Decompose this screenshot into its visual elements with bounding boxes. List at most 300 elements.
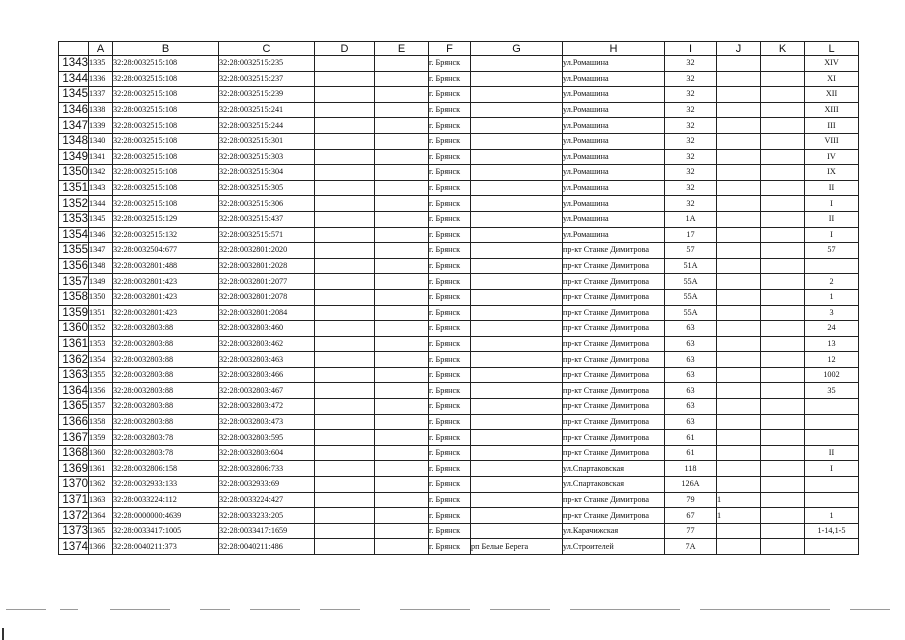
row-number[interactable]: 1345 (59, 87, 89, 103)
cell-h[interactable]: пр-кт Станке Димитрова (563, 289, 665, 305)
cell-g[interactable] (471, 492, 563, 508)
cell-b[interactable]: 32:28:0032515:108 (113, 165, 219, 181)
cell-b[interactable]: 32:28:0032515:108 (113, 118, 219, 134)
cell-g[interactable] (471, 367, 563, 383)
cell-h[interactable]: пр-кт Станке Димитрова (563, 352, 665, 368)
cell-e[interactable] (375, 523, 429, 539)
cell-e[interactable] (375, 102, 429, 118)
cell-i[interactable]: 1А (665, 211, 717, 227)
cell-i[interactable]: 51А (665, 258, 717, 274)
cell-h[interactable]: пр-кт Станке Димитрова (563, 399, 665, 415)
cell-d[interactable] (315, 523, 375, 539)
cell-d[interactable] (315, 430, 375, 446)
cell-i[interactable]: 32 (665, 71, 717, 87)
cell-l[interactable]: XI (805, 71, 859, 87)
cell-h[interactable]: ул.Ромашина (563, 102, 665, 118)
cell-l[interactable]: 35 (805, 383, 859, 399)
cell-j[interactable] (717, 118, 761, 134)
cell-f[interactable]: г. Брянск (429, 149, 471, 165)
cell-c[interactable]: 32:28:0032515:239 (219, 87, 315, 103)
row-number[interactable]: 1361 (59, 336, 89, 352)
cell-h[interactable]: пр-кт Станке Димитрова (563, 383, 665, 399)
cell-i[interactable]: 32 (665, 118, 717, 134)
cell-c[interactable]: 32:28:0032515:437 (219, 211, 315, 227)
cell-c[interactable]: 32:28:0040211:486 (219, 539, 315, 555)
cell-h[interactable]: ул.Ромашина (563, 56, 665, 72)
cell-k[interactable] (761, 445, 805, 461)
cell-k[interactable] (761, 492, 805, 508)
cell-k[interactable] (761, 87, 805, 103)
cell-f[interactable]: г. Брянск (429, 133, 471, 149)
cell-h[interactable]: ул.Ромашина (563, 165, 665, 181)
cell-d[interactable] (315, 539, 375, 555)
cell-i[interactable]: 32 (665, 102, 717, 118)
cell-c[interactable]: 32:28:0032801:2020 (219, 243, 315, 259)
cell-e[interactable] (375, 367, 429, 383)
cell-e[interactable] (375, 274, 429, 290)
row-number[interactable]: 1371 (59, 492, 89, 508)
cell-j[interactable] (717, 523, 761, 539)
cell-e[interactable] (375, 71, 429, 87)
cell-c[interactable]: 32:28:0032515:301 (219, 133, 315, 149)
cell-b[interactable]: 32:28:0032801:423 (113, 305, 219, 321)
cell-g[interactable] (471, 102, 563, 118)
cell-j[interactable] (717, 211, 761, 227)
cell-k[interactable] (761, 305, 805, 321)
cell-b[interactable]: 32:28:0032515:132 (113, 227, 219, 243)
cell-g[interactable] (471, 258, 563, 274)
row-number[interactable]: 1365 (59, 399, 89, 415)
cell-c[interactable]: 32:28:0033224:427 (219, 492, 315, 508)
row-number[interactable]: 1362 (59, 352, 89, 368)
cell-i[interactable]: 118 (665, 461, 717, 477)
cell-g[interactable] (471, 274, 563, 290)
cell-d[interactable] (315, 336, 375, 352)
cell-b[interactable]: 32:28:0032803:88 (113, 367, 219, 383)
cell-c[interactable]: 32:28:0032803:473 (219, 414, 315, 430)
cell-a[interactable]: 1359 (89, 430, 113, 446)
cell-c[interactable]: 32:28:0032803:604 (219, 445, 315, 461)
column-header-j[interactable]: J (717, 42, 761, 56)
cell-j[interactable] (717, 539, 761, 555)
cell-j[interactable] (717, 445, 761, 461)
cell-k[interactable] (761, 133, 805, 149)
cell-b[interactable]: 32:28:0032806:158 (113, 461, 219, 477)
cell-h[interactable]: ул.Спартаковская (563, 477, 665, 493)
cell-e[interactable] (375, 196, 429, 212)
cell-h[interactable]: пр-кт Станке Димитрова (563, 336, 665, 352)
cell-g[interactable] (471, 399, 563, 415)
cell-c[interactable]: 32:28:0032803:472 (219, 399, 315, 415)
cell-b[interactable]: 32:28:0032803:88 (113, 399, 219, 415)
cell-h[interactable]: ул.Ромашина (563, 133, 665, 149)
row-number[interactable]: 1373 (59, 523, 89, 539)
cell-f[interactable]: г. Брянск (429, 118, 471, 134)
cell-k[interactable] (761, 508, 805, 524)
cell-g[interactable] (471, 56, 563, 72)
cell-i[interactable]: 32 (665, 56, 717, 72)
cell-d[interactable] (315, 71, 375, 87)
cell-j[interactable] (717, 87, 761, 103)
cell-d[interactable] (315, 165, 375, 181)
cell-l[interactable]: II (805, 445, 859, 461)
cell-a[interactable]: 1357 (89, 399, 113, 415)
cell-j[interactable]: 1 (717, 508, 761, 524)
cell-g[interactable] (471, 180, 563, 196)
cell-a[interactable]: 1337 (89, 87, 113, 103)
cell-f[interactable]: г. Брянск (429, 211, 471, 227)
cell-l[interactable]: IV (805, 149, 859, 165)
row-number[interactable]: 1352 (59, 196, 89, 212)
cell-i[interactable]: 61 (665, 445, 717, 461)
cell-l[interactable]: 13 (805, 336, 859, 352)
cell-g[interactable] (471, 352, 563, 368)
cell-k[interactable] (761, 399, 805, 415)
cell-k[interactable] (761, 71, 805, 87)
cell-b[interactable]: 32:28:0032515:108 (113, 102, 219, 118)
cell-h[interactable]: пр-кт Станке Димитрова (563, 430, 665, 446)
column-header-a[interactable]: A (89, 42, 113, 56)
cell-c[interactable]: 32:28:0032803:462 (219, 336, 315, 352)
cell-d[interactable] (315, 87, 375, 103)
cell-e[interactable] (375, 87, 429, 103)
cell-e[interactable] (375, 445, 429, 461)
cell-j[interactable] (717, 430, 761, 446)
cell-b[interactable]: 32:28:0032803:88 (113, 414, 219, 430)
cell-h[interactable]: пр-кт Станке Димитрова (563, 414, 665, 430)
cell-l[interactable]: 3 (805, 305, 859, 321)
cell-c[interactable]: 32:28:0032515:303 (219, 149, 315, 165)
cell-k[interactable] (761, 180, 805, 196)
cell-j[interactable] (717, 336, 761, 352)
cell-e[interactable] (375, 508, 429, 524)
cell-a[interactable]: 1349 (89, 274, 113, 290)
row-number[interactable]: 1363 (59, 367, 89, 383)
cell-b[interactable]: 32:28:0032803:78 (113, 445, 219, 461)
cell-d[interactable] (315, 492, 375, 508)
cell-i[interactable]: 32 (665, 165, 717, 181)
cell-g[interactable] (471, 414, 563, 430)
cell-f[interactable]: г. Брянск (429, 492, 471, 508)
cell-g[interactable] (471, 133, 563, 149)
cell-j[interactable] (717, 399, 761, 415)
cell-a[interactable]: 1339 (89, 118, 113, 134)
cell-f[interactable]: г. Брянск (429, 165, 471, 181)
cell-f[interactable]: г. Брянск (429, 289, 471, 305)
cell-c[interactable]: 32:28:0032803:467 (219, 383, 315, 399)
cell-f[interactable]: г. Брянск (429, 274, 471, 290)
row-number[interactable]: 1358 (59, 289, 89, 305)
cell-h[interactable]: пр-кт Станке Димитрова (563, 321, 665, 337)
cell-i[interactable]: 32 (665, 180, 717, 196)
row-number[interactable]: 1346 (59, 102, 89, 118)
cell-d[interactable] (315, 289, 375, 305)
cell-d[interactable] (315, 243, 375, 259)
cell-j[interactable] (717, 477, 761, 493)
cell-f[interactable]: г. Брянск (429, 430, 471, 446)
cell-c[interactable]: 32:28:0032806:733 (219, 461, 315, 477)
cell-e[interactable] (375, 383, 429, 399)
row-number[interactable]: 1349 (59, 149, 89, 165)
cell-b[interactable]: 32:28:0032515:129 (113, 211, 219, 227)
cell-b[interactable]: 32:28:0033417:1005 (113, 523, 219, 539)
cell-l[interactable] (805, 414, 859, 430)
cell-e[interactable] (375, 149, 429, 165)
cell-k[interactable] (761, 165, 805, 181)
cell-e[interactable] (375, 133, 429, 149)
cell-k[interactable] (761, 149, 805, 165)
cell-l[interactable]: I (805, 196, 859, 212)
cell-c[interactable]: 32:28:0032801:2028 (219, 258, 315, 274)
cell-l[interactable] (805, 492, 859, 508)
cell-g[interactable] (471, 383, 563, 399)
cell-a[interactable]: 1353 (89, 336, 113, 352)
cell-h[interactable]: пр-кт Станке Димитрова (563, 367, 665, 383)
cell-c[interactable]: 32:28:0033233:205 (219, 508, 315, 524)
cell-g[interactable] (471, 321, 563, 337)
cell-j[interactable] (717, 196, 761, 212)
cell-a[interactable]: 1356 (89, 383, 113, 399)
cell-a[interactable]: 1355 (89, 367, 113, 383)
cell-l[interactable] (805, 539, 859, 555)
cell-d[interactable] (315, 508, 375, 524)
cell-f[interactable]: г. Брянск (429, 196, 471, 212)
cell-c[interactable]: 32:28:0032801:2078 (219, 289, 315, 305)
cell-i[interactable]: 63 (665, 321, 717, 337)
cell-k[interactable] (761, 274, 805, 290)
cell-e[interactable] (375, 414, 429, 430)
cell-g[interactable] (471, 71, 563, 87)
cell-e[interactable] (375, 430, 429, 446)
cell-l[interactable]: VIII (805, 133, 859, 149)
row-number[interactable]: 1348 (59, 133, 89, 149)
cell-h[interactable]: пр-кт Станке Димитрова (563, 492, 665, 508)
cell-a[interactable]: 1362 (89, 477, 113, 493)
cell-l[interactable]: 1002 (805, 367, 859, 383)
cell-k[interactable] (761, 211, 805, 227)
cell-i[interactable]: 67 (665, 508, 717, 524)
cell-g[interactable] (471, 227, 563, 243)
cell-g[interactable] (471, 118, 563, 134)
cell-j[interactable] (717, 180, 761, 196)
row-number[interactable]: 1360 (59, 321, 89, 337)
cell-i[interactable]: 32 (665, 149, 717, 165)
cell-h[interactable]: ул.Ромашина (563, 71, 665, 87)
cell-i[interactable]: 32 (665, 87, 717, 103)
cell-f[interactable]: г. Брянск (429, 56, 471, 72)
cell-c[interactable]: 32:28:0032515:304 (219, 165, 315, 181)
row-number[interactable]: 1343 (59, 56, 89, 72)
cell-i[interactable]: 7А (665, 539, 717, 555)
row-number[interactable]: 1359 (59, 305, 89, 321)
cell-g[interactable] (471, 196, 563, 212)
cell-l[interactable]: 1-14,1-5 (805, 523, 859, 539)
cell-f[interactable]: г. Брянск (429, 258, 471, 274)
cell-a[interactable]: 1344 (89, 196, 113, 212)
cell-h[interactable]: ул.Ромашина (563, 211, 665, 227)
cell-k[interactable] (761, 414, 805, 430)
cell-l[interactable]: 1 (805, 508, 859, 524)
cell-f[interactable]: г. Брянск (429, 102, 471, 118)
cell-f[interactable]: г. Брянск (429, 352, 471, 368)
row-number[interactable]: 1356 (59, 258, 89, 274)
cell-k[interactable] (761, 352, 805, 368)
row-number[interactable]: 1355 (59, 243, 89, 259)
cell-h[interactable]: пр-кт Станке Димитрова (563, 274, 665, 290)
cell-d[interactable] (315, 102, 375, 118)
cell-h[interactable]: ул.Ромашина (563, 149, 665, 165)
cell-l[interactable]: I (805, 461, 859, 477)
row-number[interactable]: 1353 (59, 211, 89, 227)
column-header-k[interactable]: K (761, 42, 805, 56)
cell-l[interactable]: XIII (805, 102, 859, 118)
cell-g[interactable] (471, 477, 563, 493)
cell-f[interactable]: г. Брянск (429, 414, 471, 430)
cell-f[interactable]: г. Брянск (429, 399, 471, 415)
column-header-l[interactable]: L (805, 42, 859, 56)
cell-i[interactable]: 55А (665, 274, 717, 290)
column-header-i[interactable]: I (665, 42, 717, 56)
cell-f[interactable]: г. Брянск (429, 367, 471, 383)
cell-k[interactable] (761, 102, 805, 118)
cell-c[interactable]: 32:28:0032803:460 (219, 321, 315, 337)
cell-g[interactable] (471, 336, 563, 352)
cell-l[interactable] (805, 477, 859, 493)
cell-j[interactable] (717, 352, 761, 368)
row-number[interactable]: 1344 (59, 71, 89, 87)
column-header-b[interactable]: B (113, 42, 219, 56)
cell-d[interactable] (315, 196, 375, 212)
cell-l[interactable]: I (805, 227, 859, 243)
cell-j[interactable] (717, 305, 761, 321)
cell-d[interactable] (315, 274, 375, 290)
cell-d[interactable] (315, 149, 375, 165)
cell-k[interactable] (761, 243, 805, 259)
cell-c[interactable]: 32:28:0032515:237 (219, 71, 315, 87)
cell-k[interactable] (761, 258, 805, 274)
cell-g[interactable] (471, 149, 563, 165)
cell-c[interactable]: 32:28:0032515:235 (219, 56, 315, 72)
cell-f[interactable]: г. Брянск (429, 336, 471, 352)
cell-c[interactable]: 32:28:0032515:306 (219, 196, 315, 212)
cell-b[interactable]: 32:28:0040211:373 (113, 539, 219, 555)
cell-e[interactable] (375, 165, 429, 181)
cell-b[interactable]: 32:28:0032515:108 (113, 71, 219, 87)
cell-h[interactable]: пр-кт Станке Димитрова (563, 445, 665, 461)
cell-b[interactable]: 32:28:0032515:108 (113, 180, 219, 196)
cell-h[interactable]: ул.Карачижская (563, 523, 665, 539)
cell-h[interactable]: ул.Ромашина (563, 118, 665, 134)
cell-f[interactable]: г. Брянск (429, 539, 471, 555)
cell-b[interactable]: 32:28:0032515:108 (113, 149, 219, 165)
cell-d[interactable] (315, 56, 375, 72)
cell-b[interactable]: 32:28:0032801:488 (113, 258, 219, 274)
cell-d[interactable] (315, 258, 375, 274)
cell-f[interactable]: г. Брянск (429, 523, 471, 539)
cell-l[interactable] (805, 258, 859, 274)
cell-j[interactable] (717, 165, 761, 181)
cell-g[interactable] (471, 523, 563, 539)
cell-f[interactable]: г. Брянск (429, 243, 471, 259)
cell-h[interactable]: ул.Ромашина (563, 227, 665, 243)
cell-k[interactable] (761, 383, 805, 399)
cell-e[interactable] (375, 289, 429, 305)
row-number[interactable]: 1350 (59, 165, 89, 181)
cell-f[interactable]: г. Брянск (429, 227, 471, 243)
cell-h[interactable]: ул.Ромашина (563, 87, 665, 103)
cell-k[interactable] (761, 196, 805, 212)
cell-d[interactable] (315, 477, 375, 493)
cell-d[interactable] (315, 399, 375, 415)
cell-h[interactable]: ул.Спартаковская (563, 461, 665, 477)
cell-i[interactable]: 57 (665, 243, 717, 259)
cell-c[interactable]: 32:28:0032803:466 (219, 367, 315, 383)
cell-d[interactable] (315, 227, 375, 243)
cell-f[interactable]: г. Брянск (429, 508, 471, 524)
cell-b[interactable]: 32:28:0032801:423 (113, 274, 219, 290)
cell-k[interactable] (761, 289, 805, 305)
cell-i[interactable]: 63 (665, 367, 717, 383)
cell-k[interactable] (761, 367, 805, 383)
cell-b[interactable]: 32:28:0032803:88 (113, 321, 219, 337)
cell-l[interactable]: III (805, 118, 859, 134)
cell-b[interactable]: 32:28:0032803:88 (113, 383, 219, 399)
cell-f[interactable]: г. Брянск (429, 305, 471, 321)
cell-e[interactable] (375, 305, 429, 321)
cell-l[interactable]: XIV (805, 56, 859, 72)
cell-e[interactable] (375, 211, 429, 227)
cell-e[interactable] (375, 461, 429, 477)
cell-b[interactable]: 32:28:0000000:4639 (113, 508, 219, 524)
cell-b[interactable]: 32:28:0032515:108 (113, 87, 219, 103)
cell-g[interactable]: рп Белые Берега (471, 539, 563, 555)
cell-k[interactable] (761, 336, 805, 352)
cell-i[interactable]: 61 (665, 430, 717, 446)
cell-i[interactable]: 63 (665, 336, 717, 352)
cell-a[interactable]: 1348 (89, 258, 113, 274)
cell-i[interactable]: 77 (665, 523, 717, 539)
cell-j[interactable] (717, 321, 761, 337)
cell-b[interactable]: 32:28:0032515:108 (113, 133, 219, 149)
row-number[interactable]: 1354 (59, 227, 89, 243)
cell-g[interactable] (471, 289, 563, 305)
cell-i[interactable]: 55А (665, 289, 717, 305)
cell-c[interactable]: 32:28:0033417:1659 (219, 523, 315, 539)
corner-cell[interactable] (59, 42, 89, 56)
cell-g[interactable] (471, 87, 563, 103)
cell-d[interactable] (315, 180, 375, 196)
cell-h[interactable]: ул.Ромашина (563, 196, 665, 212)
row-number[interactable]: 1351 (59, 180, 89, 196)
cell-j[interactable] (717, 227, 761, 243)
cell-g[interactable] (471, 445, 563, 461)
cell-a[interactable]: 1338 (89, 102, 113, 118)
cell-k[interactable] (761, 539, 805, 555)
cell-l[interactable]: 2 (805, 274, 859, 290)
cell-c[interactable]: 32:28:0032803:463 (219, 352, 315, 368)
cell-k[interactable] (761, 523, 805, 539)
cell-l[interactable]: 24 (805, 321, 859, 337)
cell-a[interactable]: 1346 (89, 227, 113, 243)
cell-i[interactable]: 63 (665, 352, 717, 368)
row-number[interactable]: 1366 (59, 414, 89, 430)
cell-h[interactable]: ул.Ромашина (563, 180, 665, 196)
cell-j[interactable] (717, 258, 761, 274)
cell-e[interactable] (375, 492, 429, 508)
cell-l[interactable]: 12 (805, 352, 859, 368)
cell-f[interactable]: г. Брянск (429, 180, 471, 196)
cell-h[interactable]: пр-кт Станке Димитрова (563, 305, 665, 321)
